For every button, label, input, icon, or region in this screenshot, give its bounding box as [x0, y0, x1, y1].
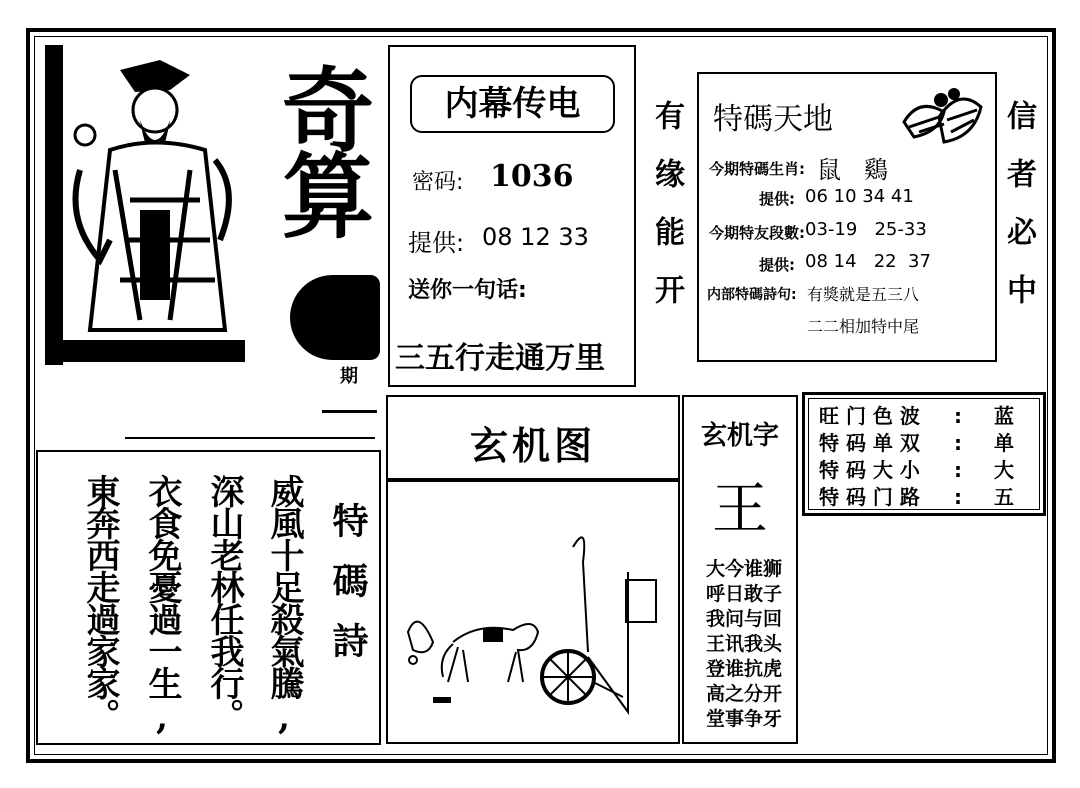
attribute-value: 五 [994, 485, 1014, 509]
poem-heading: 特碼詩 [327, 502, 369, 682]
provide1-label: 提供: [759, 190, 795, 208]
friend-value: 03-19 25-33 [805, 219, 927, 240]
poem-column-3: 衣食免憂過一生, [142, 474, 182, 736]
provide2-value: 08 14 22 37 [805, 251, 931, 272]
side-text-right: 信者必中 [1001, 100, 1036, 332]
attribute-row [819, 430, 1034, 457]
verse-line: 我问与回 [705, 608, 782, 630]
black-blot [290, 275, 380, 360]
poem-box [36, 450, 381, 745]
xuanji-tu-title: 玄机图 [469, 424, 596, 468]
deity-illustration [40, 40, 255, 370]
verse-line: 高之分开 [705, 683, 782, 705]
attribute-separator: : [954, 485, 962, 509]
attribute-label: 特 码 大 小 [819, 458, 920, 482]
xuanji-zi-box [682, 395, 798, 744]
attribute-separator: : [954, 431, 962, 455]
attribute-value: 大 [994, 458, 1014, 482]
verse-line: 登谁抗虎 [705, 658, 782, 680]
code-value: 1036 [490, 159, 574, 194]
inner-info-box [388, 45, 636, 387]
tema-box [697, 72, 997, 362]
poem-column-1: 威風十足殺氣騰, [264, 474, 304, 736]
provide-label: 提供: [408, 229, 465, 257]
inner-info-heading: 内幕传电 [410, 75, 615, 133]
tema-heading: 特碼天地 [713, 102, 833, 137]
phrase-text: 三五行走通万里 [395, 341, 605, 376]
poem-line1: 有獎就是五三八 [807, 285, 920, 304]
phrase-label: 送你一句话: [408, 278, 527, 303]
attribute-label: 旺 门 色 波 [819, 404, 920, 428]
attribute-row [819, 403, 1034, 430]
xuanji-verse [696, 557, 792, 732]
dog-wheel-illustration [388, 482, 678, 742]
poem-column-4: 東奔西走過家家。 [80, 474, 120, 730]
poem-label: 内部特碼詩句: [707, 287, 797, 303]
verse-line: 堂事争牙 [705, 708, 782, 730]
side-text-left: 有缘能开 [649, 100, 684, 332]
provide-value: 08 12 33 [482, 223, 589, 251]
attribute-separator: : [954, 404, 962, 428]
friend-label: 今期特友段數: [709, 224, 805, 242]
poem-column-2: 深山老林任我行。 [204, 474, 244, 730]
attributes-table [802, 392, 1046, 516]
code-label: 密码: [412, 170, 464, 195]
attribute-value: 单 [994, 431, 1014, 455]
attribute-rows [819, 403, 1034, 511]
provide1-value: 06 10 34 41 [805, 186, 914, 207]
picture-box [386, 480, 680, 744]
issue-fragment: 期 [340, 366, 358, 387]
divider [322, 410, 377, 413]
provide2-label: 提供: [759, 256, 795, 274]
zodiac-value: 鼠 鷄 [817, 156, 888, 184]
poem-line2: 二二相加特中尾 [807, 317, 920, 336]
attribute-label: 特 码 单 双 [819, 431, 920, 455]
attribute-value: 蓝 [994, 404, 1014, 428]
zodiac-label: 今期特碼生肖: [709, 160, 805, 178]
title-text: 奇算 [267, 62, 375, 234]
title-art [262, 62, 380, 262]
attribute-separator: : [954, 458, 962, 482]
verse-line: 呼日敢子 [705, 583, 782, 605]
xuanji-tu-header [386, 395, 680, 480]
verse-line: 大今谁狮 [705, 558, 782, 580]
verse-line: 王讯我头 [705, 633, 782, 655]
divider [125, 437, 375, 439]
attribute-label: 特 码 门 路 [819, 485, 920, 509]
xuanji-zi-heading: 玄机字 [700, 421, 779, 451]
attribute-row [819, 457, 1034, 484]
attribute-row [819, 484, 1034, 511]
xuanji-zi-char: 王 [712, 477, 768, 542]
fruit-icon [899, 82, 985, 152]
